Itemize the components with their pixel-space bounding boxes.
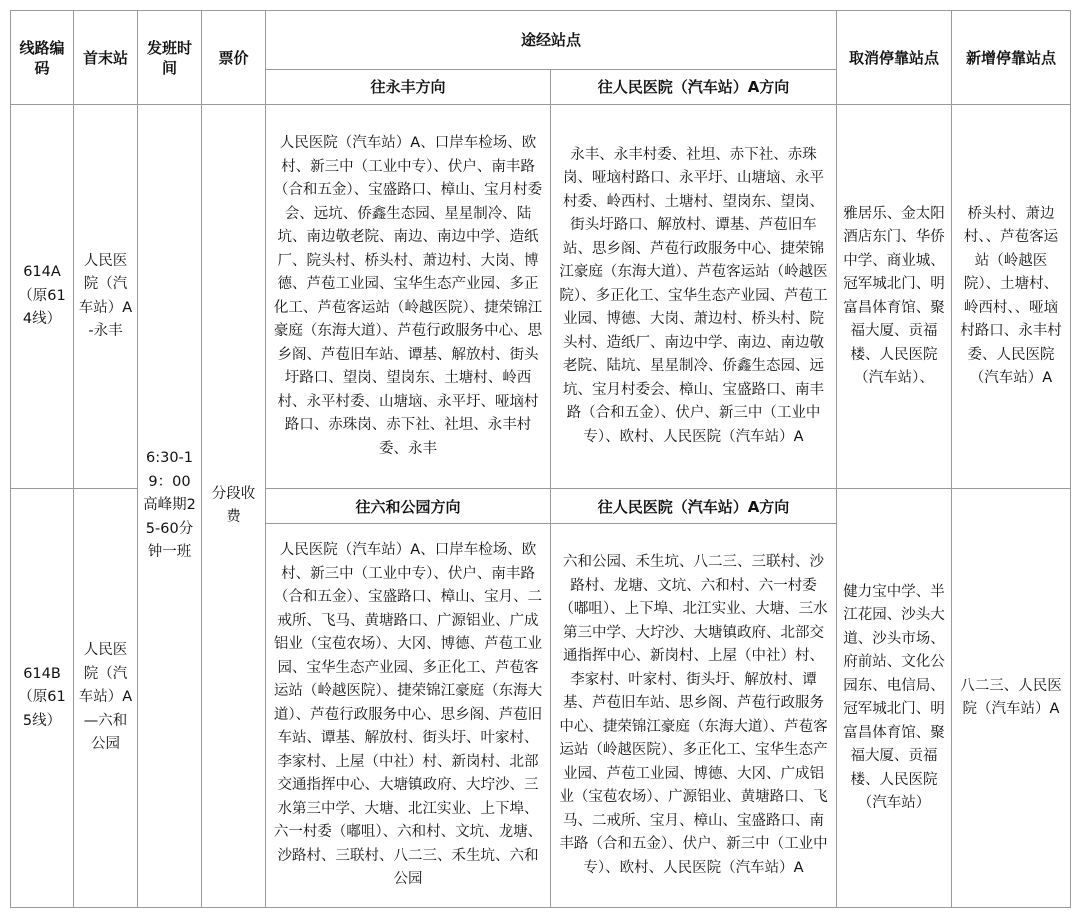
header-departure-time: 发班时间	[138, 11, 202, 105]
fare: 分段收费	[202, 105, 266, 908]
route-614a-stops-inbound: 永丰、永丰村委、社坦、赤下社、赤珠岗、哑垴村路口、永平圩、山塘垴、永平村委、岭西村、土塘村、望岗东、望岗、街头圩路口、解放村、谭基、芦苞旧车站、思乡阁、芦苞行政服务中心、捷荣锦江豪庭（东海大道）、芦苞客运站（岭越医院）、多正化工、宝华生态产业园、芦苞工业园、博德、大岗、萧边村、桥头村、院头村、造纸厂、南边中学、南边、南边敬老院、陆坑、星星制冷、侨鑫生态园、远坑、宝月村委会、樟山、宝盛路口、南丰路（合和五金）、伏户、新三中（工业中专）、欧村、人民医院（汽车站）A	[551, 105, 837, 489]
route-614a-direction-inbound: 往人民医院（汽车站）A方向	[551, 70, 837, 105]
header-row	[11, 11, 1071, 70]
header-stops: 途经站点	[266, 11, 837, 70]
route-614a-added-stops: 桥头村、萧边村、、芦苞客运站（岭越医院）、土塘村、岭西村、、哑垴村路口、永丰村委、人民医院（汽车站）A	[952, 105, 1071, 489]
route-614b-terminals: 人民医院（汽车站）A—六和公园	[74, 489, 138, 908]
route-614b-added-stops: 八二三、人民医院（汽车站）A	[952, 489, 1071, 908]
route-614a-direction-outbound: 往永丰方向	[266, 70, 551, 105]
route-614a-row	[11, 105, 1071, 489]
route-614b-direction-outbound: 往六和公园方向	[266, 489, 551, 524]
route-table	[10, 10, 1071, 908]
header-added-stops: 新增停靠站点	[952, 11, 1071, 105]
route-614a-terminals: 人民医院（汽车站）A-永丰	[74, 105, 138, 489]
route-614a-stops-outbound: 人民医院（汽车站）A、口岸车检场、欧村、新三中（工业中专）、伏户、南丰路（合和五金）、宝盛路口、樟山、宝月村委会、远坑、侨鑫生态园、星星制冷、陆坑、南边敬老院、南边、南边中学、造纸厂、院头村、桥头村、萧边村、大岗、博德、芦苞工业园、宝华生态产业园、多正化工、芦苞客运站（岭越医院）、捷荣锦江豪庭（东海大道）、芦苞行政服务中心、思乡阁、芦苞旧车站、谭基、解放村、街头圩路口、望岗、望岗东、土塘村、岭西村、永平村委、山塘垴、永平圩、哑垴村路口、赤珠岗、赤下社、社坦、永丰村委、永丰	[266, 105, 551, 489]
route-614b-direction-inbound: 往人民医院（汽车站）A方向	[551, 489, 837, 524]
header-cancelled-stops: 取消停靠站点	[837, 11, 952, 105]
departure-time: 6:30-19：00高峰期25-60分钟一班	[138, 105, 202, 908]
route-614a-cancelled-stops: 雅居乐、金太阳酒店东门、华侨中学、商业城、冠军城北门、明富昌体育馆、聚福大厦、贡福楼、人民医院（汽车站）、	[837, 105, 952, 489]
header-terminals: 首末站	[74, 11, 138, 105]
route-614b-code: 614B（原615线）	[11, 489, 74, 908]
route-614a-code: 614A（原614线）	[11, 105, 74, 489]
header-fare: 票价	[202, 11, 266, 105]
route-614b-stops-inbound: 六和公园、禾生坑、八二三、三联村、沙路村、龙塘、文坑、六和村、六一村委（嘟咀）、上下埠、北江实业、大塘、三水第三中学、大坾沙、大塘镇政府、北部交通指挥中心、新岗村、上屋（中社）村、李家村、叶家村、街头圩、解放村、谭基、芦苞旧车站、思乡阁、芦苞行政服务中心、捷荣锦江豪庭（东海大道）、芦苞客运站（岭越医院）、多正化工、宝华生态产业园、芦苞工业园、博德、大冈、广成铝业（宝苞农场）、广源铝业、黄塘路口、飞马、二戒所、宝月、樟山、宝盛路口、南丰路（合和五金）、伏户、新三中（工业中专）、欧村、人民医院（汽车站）A	[551, 524, 837, 908]
header-route-code: 线路编码	[11, 11, 74, 105]
route-614b-cancelled-stops: 健力宝中学、半江花园、沙头大道、沙头市场、府前站、文化公园东、电信局、冠军城北门、明富昌体育馆、聚福大厦、贡福楼、人民医院（汽车站）	[837, 489, 952, 908]
route-614b-stops-outbound: 人民医院（汽车站）A、口岸车检场、欧村、新三中（工业中专）、伏户、南丰路（合和五金）、宝盛路口、樟山、宝月、二戒所、飞马、黄塘路口、广源铝业、广成铝业（宝苞农场）、大冈、博德、芦苞工业园、宝华生态产业园、多正化工、芦苞客运站（岭越医院）、捷荣锦江豪庭（东海大道）、芦苞行政服务中心、思乡阁、芦苞旧车站、谭基、解放村、街头圩、叶家村、李家村、上屋（中社）村、新岗村、北部交通指挥中心、大塘镇政府、大坾沙、三水第三中学、大塘、北江实业、上下埠、六一村委（嘟咀）、六和村、文坑、龙塘、沙路村、三联村、八二三、禾生坑、六和公园	[266, 524, 551, 908]
